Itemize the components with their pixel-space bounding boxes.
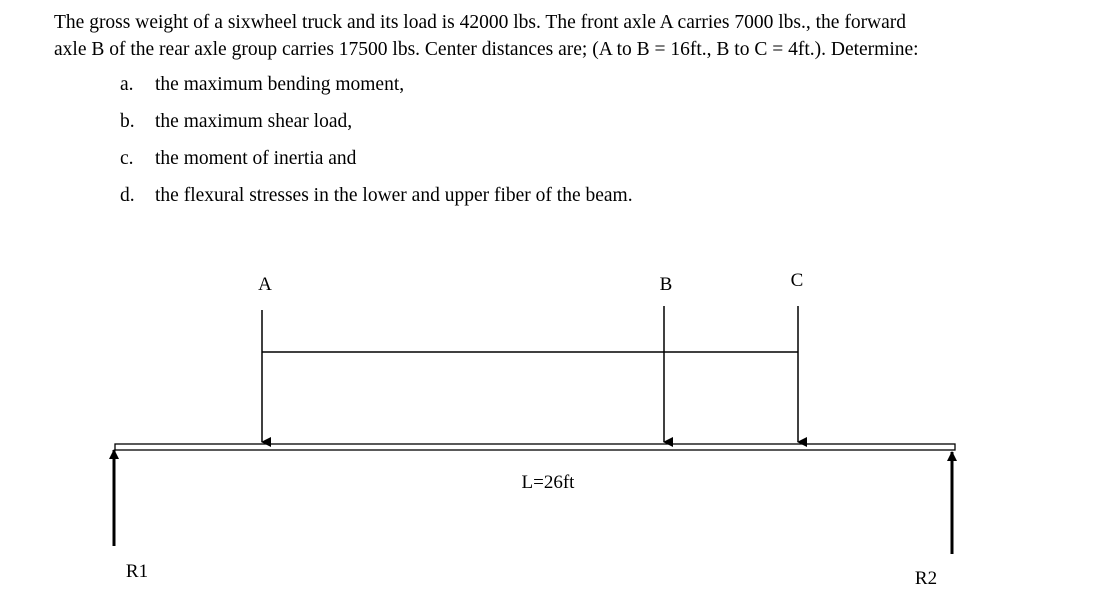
axle-load-c xyxy=(791,270,804,442)
question-part-letter: a. xyxy=(120,74,134,95)
question-part-text: the moment of inertia and xyxy=(155,148,357,169)
question-part-letter: d. xyxy=(120,185,135,206)
load-label-b: B xyxy=(659,274,673,295)
problem-statement-line-1: The gross weight of a sixwheel truck and its load is 42000 lbs. The front axle A carries 7000 lbs., the forward xyxy=(54,12,907,33)
reaction-r1 xyxy=(114,450,148,582)
question-part-text: the maximum shear load, xyxy=(155,111,353,132)
reaction-label-r1: R1 xyxy=(125,561,149,582)
beam xyxy=(115,444,955,450)
beam-body xyxy=(115,444,955,450)
span-length-label: L=26ft xyxy=(521,472,575,493)
question-part-text: the maximum bending moment, xyxy=(155,74,405,95)
reaction-label-r2: R2 xyxy=(914,568,938,589)
question-part-text: the flexural stresses in the lower and upper fiber of the beam. xyxy=(155,185,633,206)
question-part-letter: c. xyxy=(120,148,134,169)
reaction-r2 xyxy=(915,452,952,589)
load-label-c: C xyxy=(790,270,804,291)
axle-load-b xyxy=(660,274,673,442)
question-part-letter: b. xyxy=(120,111,135,132)
load-label-a: A xyxy=(258,274,272,295)
axle-load-a xyxy=(258,274,272,442)
problem-statement-line-2: axle B of the rear axle group carries 17500 lbs. Center distances are; (A to B = 16ft., B to C = 4ft.). Determine: xyxy=(54,39,919,60)
